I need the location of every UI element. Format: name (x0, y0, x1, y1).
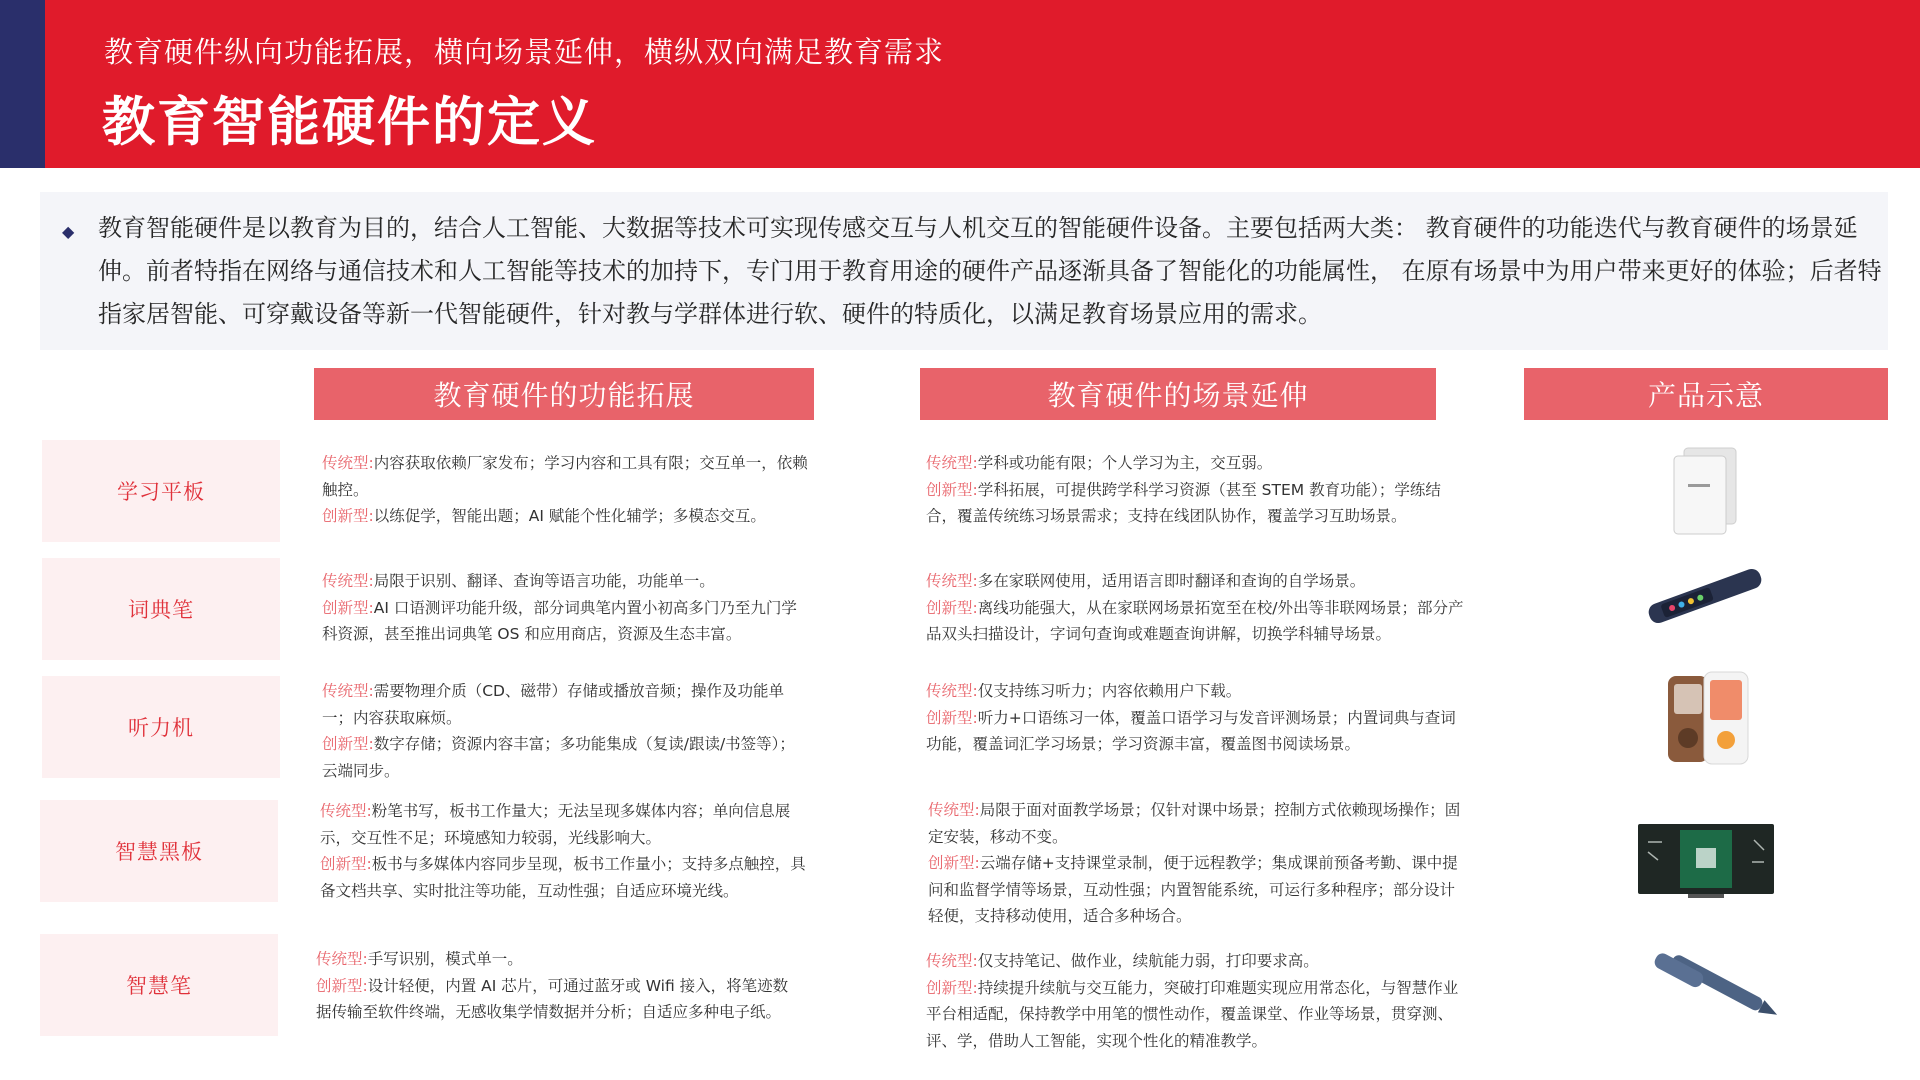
traditional-text: 学科或功能有限；个人学习为主，交互弱。 (977, 454, 1273, 472)
scene-desc-listening-device (926, 678, 1466, 758)
innovative-text: AI 口语测评功能升级，部分词典笔内置小初高多门乃至九门学科资源，甚至推出词典笔 OS 和应用商店，资源及生态丰富。 (322, 598, 797, 643)
traditional-text: 仅支持笔记、做作业，续航能力弱，打印要求高。 (977, 952, 1319, 970)
traditional-key: 传统型: (926, 454, 978, 472)
innovative-text: 数字存储；资源内容丰富；多功能集成（复读/跟读/书签等）；云端同步。 (322, 735, 795, 780)
page-subtitle: 教育硬件纵向功能拓展，横向场景延伸，横纵双向满足教育需求 (104, 35, 945, 69)
innovative-key: 创新型: (926, 708, 978, 727)
listening-device-icon (1664, 670, 1756, 770)
scene-desc-smart-blackboard (928, 797, 1468, 930)
scene-desc-smart-pen (926, 948, 1466, 1054)
row-label-listening-device: 听力机 (42, 676, 280, 778)
function-desc-smart-blackboard (320, 798, 806, 904)
innovative-key: 创新型: (926, 480, 978, 499)
function-desc-smart-pen (316, 946, 802, 1026)
innovative-text: 持续提升续航与交互能力，突破打印难题实现应用常态化，与智慧作业平台相适配，保持教学中用笔的惯性动作，覆盖课堂、作业等场景，贯穿测、评、学，借助人工智能，实现个性化的精准教学。 (926, 978, 1459, 1050)
traditional-text: 粉笔书写，板书工作量大；无法呈现多媒体内容；单向信息展示，交互性不足；环境感知力较弱，光线影响大。 (320, 802, 791, 847)
traditional-text: 内容获取依赖厂家发布；学习内容和工具有限；交互单一，依赖触控。 (322, 454, 808, 499)
innovative-text: 板书与多媒体内容同步呈现，板书工作量小；支持多点触控，具备文档共享、实时批注等功能，互动性强；自适应环境光线。 (320, 855, 806, 900)
traditional-text: 手写识别，模式单一。 (367, 950, 523, 968)
traditional-text: 仅支持练习听力；内容依赖用户下载。 (977, 682, 1242, 700)
header-accent-bar (0, 0, 45, 168)
column-header-product: 产品示意 (1524, 368, 1888, 420)
scene-desc-dictionary-pen (926, 568, 1466, 648)
row-label-smart-pen: 智慧笔 (40, 934, 278, 1036)
diamond-bullet-icon: ◆ (62, 222, 75, 241)
traditional-key: 传统型: (926, 572, 978, 590)
traditional-key: 传统型: (322, 682, 374, 700)
traditional-key: 传统型: (928, 801, 980, 819)
traditional-key: 传统型: (316, 950, 368, 968)
innovative-key: 创新型: (316, 976, 368, 995)
innovative-key: 创新型: (322, 735, 374, 753)
row-label-tablet: 学习平板 (42, 440, 280, 542)
smart-blackboard-icon (1636, 822, 1776, 900)
traditional-key: 传统型: (322, 572, 374, 590)
traditional-key: 传统型: (320, 802, 372, 820)
innovative-text: 学科拓展，可提供跨学科学习资源（甚至 STEM 教育功能）；学练结合，覆盖传统练习场景需求；支持在线团队协作，覆盖学习互助场景。 (926, 480, 1441, 525)
innovative-key: 创新型: (928, 854, 980, 872)
innovative-key: 创新型: (926, 978, 978, 997)
innovative-key: 创新型: (322, 598, 374, 617)
innovative-text: 听力+口语练习一体，覆盖口语学习与发音评测场景；内置词典与查词功能，覆盖词汇学习场景；学习资源丰富，覆盖图书阅读场景。 (926, 708, 1456, 753)
intro-box (40, 192, 1888, 350)
innovative-key: 创新型: (320, 855, 372, 873)
dictionary-pen-icon (1640, 560, 1770, 632)
innovative-text: 设计轻便，内置 AI 芯片，可通过蓝牙或 Wifi 接入，将笔迹数据传输至软件终端，无感收集学情数据并分析；自适应多种电子纸。 (316, 976, 789, 1021)
traditional-text: 多在家联网使用，适用语言即时翻译和查询的自学场景。 (977, 572, 1366, 590)
function-desc-listening-device (322, 678, 808, 784)
innovative-key: 创新型: (322, 507, 374, 525)
tablet-icon (1666, 444, 1748, 536)
row-label-dictionary-pen: 词典笔 (42, 558, 280, 660)
traditional-text: 局限于识别、翻译、查询等语言功能，功能单一。 (373, 572, 715, 590)
traditional-key: 传统型: (322, 454, 374, 472)
traditional-text: 局限于面对面教学场景；仅针对课中场景；控制方式依赖现场操作；固定安装，移动不变。 (928, 801, 1461, 846)
smart-pen-icon (1646, 946, 1796, 1026)
traditional-text: 需要物理介质（CD、磁带）存储或播放音频；操作及功能单一；内容获取麻烦。 (322, 682, 784, 727)
function-desc-tablet (322, 450, 808, 530)
traditional-key: 传统型: (926, 952, 978, 970)
column-header-scene: 教育硬件的场景延伸 (920, 368, 1436, 420)
row-label-smart-blackboard: 智慧黑板 (40, 800, 278, 902)
traditional-key: 传统型: (926, 682, 978, 700)
intro-text: 教育智能硬件是以教育为目的，结合人工智能、大数据等技术可实现传感交互与人机交互的智能硬件设备。主要包括两大类： 教育硬件的功能迭代与教育硬件的场景延伸。前者特指在网络与通信技术和人工智能等技术的加持下，专门用于教育用途的硬件产品逐渐具备了智能化的功能属性， 在原有场景中为用户带来更好的体验；后者特指家居智能、可穿戴设备等新一代智能硬件，针对教与学群体进行软、硬件的特质化，以满足教育场景应用的需求。 (98, 214, 1882, 328)
innovative-text: 以练促学，智能出题；AI 赋能个性化辅学；多模态交互。 (373, 507, 766, 525)
scene-desc-tablet (926, 450, 1466, 530)
function-desc-dictionary-pen (322, 568, 808, 648)
innovative-key: 创新型: (926, 598, 978, 617)
page-title: 教育智能硬件的定义 (102, 92, 597, 153)
innovative-text: 离线功能强大，从在家联网场景拓宽至在校/外出等非联网场景；部分产品双头扫描设计，字词句查询或难题查询讲解，切换学科辅导场景。 (926, 598, 1464, 643)
innovative-text: 云端存储+支持课堂录制，便于远程教学；集成课前预备考勤、课中提问和监督学情等场景，互动性强；内置智能系统，可运行多种程序；部分设计轻便，支持移动使用，适合多种场合。 (928, 854, 1458, 925)
column-header-function: 教育硬件的功能拓展 (314, 368, 814, 420)
